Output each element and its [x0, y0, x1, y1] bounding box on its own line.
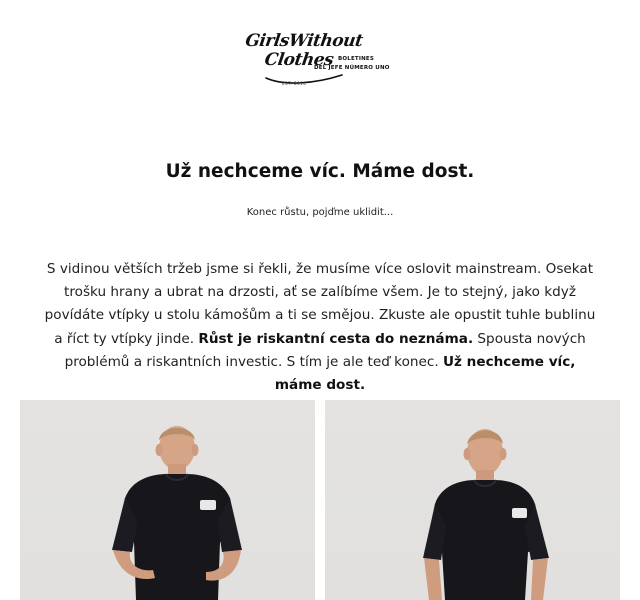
logo-script-line2: Clothes: [263, 50, 335, 70]
email-subheadline: Konec růstu, pojďme uklidit...: [246, 207, 394, 218]
body-bold-1: Růst je riskantní cesta do neznáma.: [198, 330, 474, 347]
logo-tagline-line1: BOLETINES: [338, 56, 375, 62]
email-headline: Už nechceme víc. Máme dost.: [165, 161, 475, 182]
logo-est: EST. 2014: [282, 81, 307, 86]
model-photo-right-icon: [325, 400, 620, 600]
body-part-2: Spousta nových problémů a riskantních investic. S tím je ale teď konec.: [64, 330, 586, 370]
logo-tagline-line2: DEL JEFE NÚMERO UNO: [314, 65, 390, 71]
body-part-1: S vidinou větších tržeb jsme si řekli, že musíme více oslovit mainstream. Osekat trošku hrany a ubrat na drzosti, ať se zalíbíme všem. Je to stejný, jako když povídáte vtípky u stolu kámošům a ti se smějou. Zkuste ale opustit tuhle bublinu a říct ty vtípky jinde.: [44, 261, 596, 347]
model-photo-left-icon: [20, 400, 315, 600]
logo-tagline: [314, 55, 390, 73]
email-body-text: [40, 258, 600, 397]
brand-logo[interactable]: [244, 32, 404, 92]
logo-script-line1: GirlsWithout: [244, 31, 364, 51]
body-bold-2: Už nechceme víc, máme dost.: [274, 353, 576, 394]
product-photo-right[interactable]: [325, 400, 620, 600]
product-photo-left[interactable]: [20, 400, 315, 600]
